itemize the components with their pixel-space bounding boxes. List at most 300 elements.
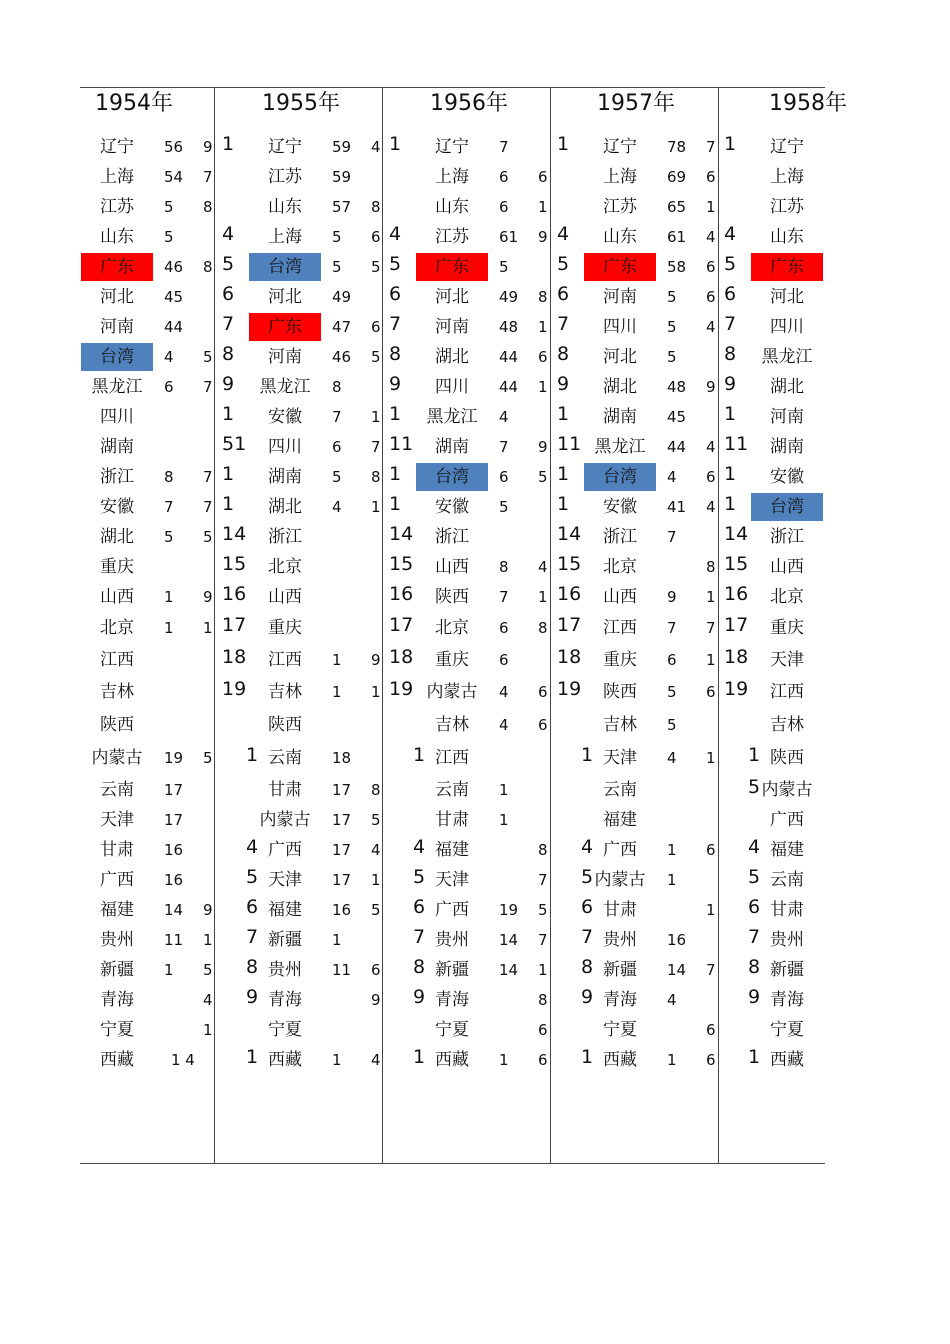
province-cell[interactable]: 陕西 [435,587,469,607]
province-cell[interactable]: 台湾 [100,347,134,367]
rank-cell[interactable]: 15 [724,553,749,575]
extra-cell[interactable]: 1 [538,318,548,336]
province-cell[interactable]: 上海 [770,167,804,187]
province-cell[interactable]: 上海 [268,227,302,247]
extra-cell[interactable]: 7 [706,138,716,156]
rank-cell[interactable]: 6 [389,283,402,305]
value-cell[interactable]: 5 [667,683,677,701]
extra-cell[interactable]: 8 [538,991,548,1009]
province-cell[interactable]: 吉林 [435,715,469,735]
value-cell[interactable]: 16 [667,931,687,949]
province-cell[interactable]: 河南 [435,317,469,337]
extra-cell[interactable]: 8 [371,198,381,216]
value-cell[interactable]: 47 [332,318,352,336]
rank-cell[interactable]: 16 [557,583,582,605]
extra-cell[interactable]: 1 [371,498,381,516]
value-cell[interactable]: 1 [164,961,174,979]
province-cell[interactable]: 黑龙江 [91,377,143,397]
rank-cell[interactable]: 18 [557,646,582,668]
rank-cell[interactable]: 5 [724,253,737,275]
province-cell[interactable]: 新疆 [770,960,804,980]
province-cell[interactable]: 浙江 [268,527,302,547]
province-cell[interactable]: 四川 [770,317,804,337]
province-cell[interactable]: 天津 [435,870,469,890]
province-cell[interactable]: 山西 [268,587,302,607]
extra-cell[interactable]: 6 [706,1021,716,1039]
province-cell[interactable]: 江西 [435,748,469,768]
rank-cell[interactable]: 8 [222,343,235,365]
extra-cell[interactable]: 6 [538,683,548,701]
extra-cell[interactable]: 5 [538,901,548,919]
province-cell[interactable]: 四川 [268,437,302,457]
extra-cell[interactable]: 7 [203,378,213,396]
province-cell[interactable]: 台湾 [435,467,469,487]
value-cell[interactable]: 69 [667,168,687,186]
province-cell[interactable]: 吉林 [268,682,302,702]
province-cell[interactable]: 江苏 [435,227,469,247]
province-cell[interactable]: 新疆 [268,930,302,950]
province-cell[interactable]: 湖南 [100,437,134,457]
extra-cell[interactable]: 4 [706,498,716,516]
rank-cell[interactable]: 7 [246,926,259,948]
value-cell[interactable]: 1 [499,1051,509,1069]
province-cell[interactable]: 湖南 [268,467,302,487]
value-cell[interactable]: 7 [499,588,509,606]
extra-cell[interactable]: 6 [706,841,716,859]
rank-cell[interactable]: 7 [413,926,426,948]
value-cell[interactable]: 16 [332,901,352,919]
value-cell[interactable]: 1 [164,619,174,637]
province-cell[interactable]: 陕西 [770,748,804,768]
province-cell[interactable]: 贵州 [770,930,804,950]
province-cell[interactable]: 辽宁 [268,137,302,157]
province-cell[interactable]: 吉林 [100,682,134,702]
province-cell[interactable]: 西藏 [100,1050,134,1070]
province-cell[interactable]: 北京 [603,557,637,577]
rank-cell[interactable]: 1 [557,463,570,485]
province-cell[interactable]: 黑龙江 [594,437,646,457]
value-cell[interactable]: 5 [499,258,509,276]
province-cell[interactable]: 青海 [603,990,637,1010]
rank-cell[interactable]: 19 [389,678,414,700]
value-cell[interactable]: 5 [164,198,174,216]
value-cell[interactable]: 9 [667,588,677,606]
value-cell[interactable]: 6 [667,651,677,669]
province-cell[interactable]: 宁夏 [268,1020,302,1040]
province-cell[interactable]: 重庆 [435,650,469,670]
province-cell[interactable]: 辽宁 [603,137,637,157]
rank-cell[interactable]: 11 [389,433,414,455]
province-cell[interactable]: 黑龙江 [259,377,311,397]
province-cell[interactable]: 宁夏 [100,1020,134,1040]
province-cell[interactable]: 辽宁 [100,137,134,157]
value-cell[interactable]: 4 [499,408,509,426]
rank-cell[interactable]: 6 [413,896,426,918]
province-cell[interactable]: 甘肃 [100,840,134,860]
extra-cell[interactable]: 7 [203,468,213,486]
extra-cell[interactable]: 7 [371,438,381,456]
province-cell[interactable]: 黑龙江 [426,407,478,427]
rank-cell[interactable]: 5 [581,866,594,888]
rank-cell[interactable]: 15 [389,553,414,575]
rank-cell[interactable]: 7 [748,926,761,948]
rank-cell[interactable]: 5 [557,253,570,275]
value-cell[interactable]: 6 [164,378,174,396]
province-cell[interactable]: 河北 [770,287,804,307]
extra-cell[interactable]: 9 [371,991,381,1009]
province-cell[interactable]: 广东 [435,257,469,277]
rank-cell[interactable]: 7 [389,313,402,335]
extra-cell[interactable]: 1 [371,871,381,889]
rank-cell[interactable]: 1 [748,1046,761,1068]
province-cell[interactable]: 广西 [770,810,804,830]
rank-cell[interactable]: 1 [222,493,235,515]
province-cell[interactable]: 甘肃 [770,900,804,920]
value-cell[interactable]: 8 [499,558,509,576]
value-cell[interactable]: 57 [332,198,352,216]
value-cell[interactable]: 61 [499,228,519,246]
value-cell[interactable]: 44 [499,348,519,366]
province-cell[interactable]: 陕西 [603,682,637,702]
province-cell[interactable]: 河北 [603,347,637,367]
province-cell[interactable]: 安徽 [435,497,469,517]
province-cell[interactable]: 北京 [268,557,302,577]
value-cell[interactable]: 45 [164,288,184,306]
value-cell[interactable]: 17 [164,811,184,829]
province-cell[interactable]: 湖南 [603,407,637,427]
province-cell[interactable]: 江西 [603,618,637,638]
rank-cell[interactable]: 9 [222,373,235,395]
extra-cell[interactable]: 8 [538,619,548,637]
extra-cell[interactable]: 8 [538,841,548,859]
province-cell[interactable]: 辽宁 [435,137,469,157]
value-cell[interactable]: 45 [667,408,687,426]
extra-cell[interactable]: 5 [203,528,213,546]
rank-cell[interactable]: 1 [222,133,235,155]
rank-cell[interactable]: 16 [389,583,414,605]
value-cell[interactable]: 7 [164,498,174,516]
value-cell[interactable]: 1 [499,811,509,829]
value-cell[interactable]: 78 [667,138,687,156]
rank-cell[interactable]: 1 [389,493,402,515]
extra-cell[interactable]: 1 [706,588,716,606]
province-cell[interactable]: 新疆 [603,960,637,980]
extra-cell[interactable]: 8 [538,288,548,306]
extra-cell[interactable]: 7 [538,871,548,889]
rank-cell[interactable]: 11 [724,433,749,455]
value-cell[interactable]: 1 [332,651,342,669]
value-cell[interactable]: 5 [332,258,342,276]
extra-cell[interactable]: 1 [706,749,716,767]
province-cell[interactable]: 天津 [770,650,804,670]
province-cell[interactable]: 内蒙古 [426,682,478,702]
extra-cell[interactable]: 6 [371,228,381,246]
province-cell[interactable]: 湖南 [435,437,469,457]
value-cell[interactable]: 5 [667,288,677,306]
value-cell[interactable]: 49 [499,288,519,306]
extra-cell[interactable]: 6 [538,168,548,186]
value-cell[interactable]: 19 [499,901,519,919]
province-cell[interactable]: 宁夏 [603,1020,637,1040]
extra-cell[interactable]: 4 [706,438,716,456]
rank-cell[interactable]: 18 [724,646,749,668]
value-cell[interactable]: 11 [164,931,184,949]
province-cell[interactable]: 浙江 [435,527,469,547]
value-cell[interactable]: 58 [667,258,687,276]
rank-cell[interactable]: 1 [557,493,570,515]
value-cell[interactable]: 1 [164,588,174,606]
province-cell[interactable]: 广西 [268,840,302,860]
value-cell[interactable]: 7 [499,438,509,456]
extra-cell[interactable]: 9 [538,228,548,246]
rank-cell[interactable]: 1 [222,403,235,425]
value-cell[interactable]: 4 [164,348,174,366]
value-cell[interactable]: 1 [332,683,342,701]
province-cell[interactable]: 陕西 [100,715,134,735]
province-cell[interactable]: 天津 [100,810,134,830]
rank-cell[interactable]: 8 [413,956,426,978]
value-cell[interactable]: 48 [499,318,519,336]
province-cell[interactable]: 西藏 [268,1050,302,1070]
value-cell[interactable]: 41 [667,498,687,516]
province-cell[interactable]: 山东 [100,227,134,247]
value-cell[interactable]: 1 [332,931,342,949]
province-cell[interactable]: 河南 [100,317,134,337]
province-cell[interactable]: 西藏 [435,1050,469,1070]
extra-cell[interactable]: 8 [203,198,213,216]
rank-cell[interactable]: 4 [389,223,402,245]
province-cell[interactable]: 宁夏 [435,1020,469,1040]
value-cell[interactable]: 17 [332,841,352,859]
province-cell[interactable]: 山西 [435,557,469,577]
value-cell[interactable]: 44 [499,378,519,396]
value-cell[interactable]: 6 [499,619,509,637]
province-cell[interactable]: 山东 [770,227,804,247]
province-cell[interactable]: 河南 [603,287,637,307]
extra-cell[interactable]: 9 [203,138,213,156]
province-cell[interactable]: 台湾 [770,497,804,517]
province-cell[interactable]: 山东 [435,197,469,217]
rank-cell[interactable]: 1 [724,133,737,155]
province-cell[interactable]: 湖北 [770,377,804,397]
extra-cell[interactable]: 8 [203,258,213,276]
extra-cell[interactable]: 1 [371,683,381,701]
extra-cell[interactable]: 1 4 [171,1051,195,1069]
value-cell[interactable]: 17 [332,781,352,799]
value-cell[interactable]: 17 [164,781,184,799]
rank-cell[interactable]: 18 [389,646,414,668]
province-cell[interactable]: 云南 [770,870,804,890]
extra-cell[interactable]: 7 [203,498,213,516]
province-cell[interactable]: 天津 [603,748,637,768]
value-cell[interactable]: 5 [499,498,509,516]
rank-cell[interactable]: 17 [557,614,582,636]
rank-cell[interactable]: 7 [222,313,235,335]
province-cell[interactable]: 江苏 [268,167,302,187]
rank-cell[interactable]: 1 [724,463,737,485]
rank-cell[interactable]: 5 [748,866,761,888]
value-cell[interactable]: 44 [164,318,184,336]
province-cell[interactable]: 广西 [603,840,637,860]
rank-cell[interactable]: 18 [222,646,247,668]
province-cell[interactable]: 山东 [603,227,637,247]
province-cell[interactable]: 福建 [268,900,302,920]
value-cell[interactable]: 46 [332,348,352,366]
extra-cell[interactable]: 5 [371,258,381,276]
province-cell[interactable]: 宁夏 [770,1020,804,1040]
rank-cell[interactable]: 16 [222,583,247,605]
rank-cell[interactable]: 14 [724,523,749,545]
value-cell[interactable]: 6 [499,651,509,669]
rank-cell[interactable]: 5 [413,866,426,888]
rank-cell[interactable]: 8 [748,956,761,978]
rank-cell[interactable]: 4 [748,836,761,858]
extra-cell[interactable]: 5 [371,348,381,366]
extra-cell[interactable]: 4 [371,1051,381,1069]
value-cell[interactable]: 4 [499,683,509,701]
value-cell[interactable]: 7 [332,408,342,426]
province-cell[interactable]: 广东 [268,317,302,337]
rank-cell[interactable]: 1 [246,1046,259,1068]
value-cell[interactable]: 61 [667,228,687,246]
rank-cell[interactable]: 16 [724,583,749,605]
rank-cell[interactable]: 5 [748,776,761,798]
extra-cell[interactable]: 9 [203,588,213,606]
province-cell[interactable]: 重庆 [100,557,134,577]
province-cell[interactable]: 山西 [100,587,134,607]
value-cell[interactable]: 6 [499,168,509,186]
value-cell[interactable]: 5 [667,348,677,366]
extra-cell[interactable]: 1 [706,901,716,919]
extra-cell[interactable]: 6 [538,348,548,366]
province-cell[interactable]: 广东 [770,257,804,277]
value-cell[interactable]: 14 [499,931,519,949]
province-cell[interactable]: 浙江 [100,467,134,487]
rank-cell[interactable]: 15 [557,553,582,575]
rank-cell[interactable]: 6 [581,896,594,918]
extra-cell[interactable]: 4 [203,991,213,1009]
province-cell[interactable]: 青海 [268,990,302,1010]
rank-cell[interactable]: 19 [222,678,247,700]
extra-cell[interactable]: 7 [203,168,213,186]
rank-cell[interactable]: 17 [222,614,247,636]
province-cell[interactable]: 上海 [603,167,637,187]
province-cell[interactable]: 吉林 [770,715,804,735]
rank-cell[interactable]: 8 [724,343,737,365]
rank-cell[interactable]: 4 [246,836,259,858]
province-cell[interactable]: 云南 [268,748,302,768]
value-cell[interactable]: 6 [499,468,509,486]
province-cell[interactable]: 上海 [100,167,134,187]
value-cell[interactable]: 4 [667,991,677,1009]
rank-cell[interactable]: 6 [246,896,259,918]
extra-cell[interactable]: 7 [706,961,716,979]
rank-cell[interactable]: 51 [222,433,247,455]
province-cell[interactable]: 云南 [435,780,469,800]
province-cell[interactable]: 内蒙古 [91,748,143,768]
rank-cell[interactable]: 19 [724,678,749,700]
value-cell[interactable]: 4 [667,468,677,486]
rank-cell[interactable]: 9 [557,373,570,395]
extra-cell[interactable]: 9 [371,651,381,669]
province-cell[interactable]: 河北 [268,287,302,307]
province-cell[interactable]: 台湾 [603,467,637,487]
province-cell[interactable]: 内蒙古 [761,780,813,800]
rank-cell[interactable]: 1 [557,133,570,155]
extra-cell[interactable]: 6 [371,318,381,336]
province-cell[interactable]: 安徽 [268,407,302,427]
value-cell[interactable]: 14 [164,901,184,919]
extra-cell[interactable]: 5 [203,348,213,366]
extra-cell[interactable]: 4 [706,318,716,336]
value-cell[interactable]: 5 [667,318,677,336]
province-cell[interactable]: 重庆 [603,650,637,670]
province-cell[interactable]: 北京 [435,618,469,638]
province-cell[interactable]: 安徽 [603,497,637,517]
province-cell[interactable]: 湖北 [435,347,469,367]
province-cell[interactable]: 湖北 [100,527,134,547]
extra-cell[interactable]: 5 [538,468,548,486]
rank-cell[interactable]: 6 [748,896,761,918]
province-cell[interactable]: 北京 [100,618,134,638]
value-cell[interactable]: 8 [332,378,342,396]
extra-cell[interactable]: 1 [538,961,548,979]
value-cell[interactable]: 16 [164,841,184,859]
province-cell[interactable]: 广东 [100,257,134,277]
province-cell[interactable]: 湖南 [770,437,804,457]
extra-cell[interactable]: 6 [538,1051,548,1069]
extra-cell[interactable]: 5 [371,811,381,829]
value-cell[interactable]: 1 [499,781,509,799]
province-cell[interactable]: 浙江 [603,527,637,547]
province-cell[interactable]: 台湾 [268,257,302,277]
rank-cell[interactable]: 1 [413,744,426,766]
extra-cell[interactable]: 5 [203,749,213,767]
extra-cell[interactable]: 7 [538,931,548,949]
extra-cell[interactable]: 7 [706,619,716,637]
rank-cell[interactable]: 1 [222,463,235,485]
value-cell[interactable]: 59 [332,138,352,156]
extra-cell[interactable]: 9 [706,378,716,396]
province-cell[interactable]: 黑龙江 [761,347,813,367]
province-cell[interactable]: 山西 [603,587,637,607]
rank-cell[interactable]: 5 [246,866,259,888]
rank-cell[interactable]: 4 [724,223,737,245]
province-cell[interactable]: 安徽 [100,497,134,517]
rank-cell[interactable]: 9 [389,373,402,395]
value-cell[interactable]: 48 [667,378,687,396]
rank-cell[interactable]: 1 [724,403,737,425]
province-cell[interactable]: 福建 [435,840,469,860]
rank-cell[interactable]: 19 [557,678,582,700]
rank-cell[interactable]: 6 [724,283,737,305]
rank-cell[interactable]: 1 [581,1046,594,1068]
extra-cell[interactable]: 4 [706,228,716,246]
extra-cell[interactable]: 8 [706,558,716,576]
value-cell[interactable]: 7 [499,138,509,156]
province-cell[interactable]: 西藏 [770,1050,804,1070]
province-cell[interactable]: 吉林 [603,715,637,735]
province-cell[interactable]: 内蒙古 [259,810,311,830]
rank-cell[interactable]: 6 [222,283,235,305]
province-cell[interactable]: 浙江 [770,527,804,547]
extra-cell[interactable]: 5 [371,901,381,919]
rank-cell[interactable]: 8 [246,956,259,978]
province-cell[interactable]: 西藏 [603,1050,637,1070]
province-cell[interactable]: 江苏 [770,197,804,217]
value-cell[interactable]: 59 [332,168,352,186]
extra-cell[interactable]: 9 [538,438,548,456]
